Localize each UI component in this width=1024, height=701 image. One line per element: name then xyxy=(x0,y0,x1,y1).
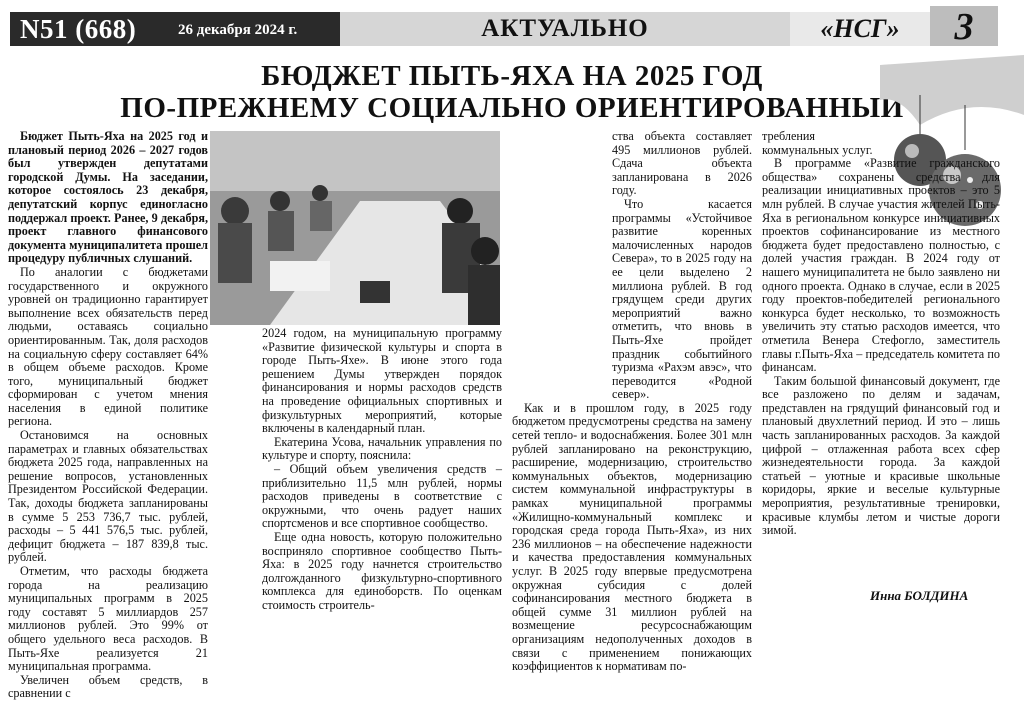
meeting-photo-image xyxy=(210,131,500,325)
page-header xyxy=(0,0,1024,52)
issue-date: 26 декабря 2024 г. xyxy=(178,22,298,38)
paragraph: Еще одна новость, которую положительно восприняло спортивное сообщество Пыть-Яха: в 2025 году начнется строительство долгожданного физкультурно-спортивного комплекса для единоборств. По оценкам стоимость строитель- xyxy=(262,529,502,612)
column-3 xyxy=(512,130,752,674)
paragraph: 2024 годом, на муниципальную программу «Развитие физической культуры и спорта в городе Пыть-Яхе». В июне этого года решением Думы утвержден порядок финансирования и нормы расходов средств на проведение официальных спортивных и физкультурных мероприятий, которые включены в календарный план. xyxy=(262,326,502,436)
issue-box xyxy=(10,12,340,46)
paragraph: – Общий объем увеличения средств – приблизительно 11,5 млн рублей, нормы расходов приведены в соответствие с окружными, что очень радует наших спортсменов и все спортивное сообщество. xyxy=(262,461,502,531)
paragraph: Отметим, что расходы бюджета города на реализацию муниципальных программ в 2025 году составят 5 миллиардов 257 миллионов рублей. Это 99% от общего удельного веса расходов. В Пыть-Яхе реализуется 21 муниципальная программа. xyxy=(8,564,208,674)
paragraph: Увеличен объем средств, в сравнении с xyxy=(8,672,208,701)
paragraph: Остановимся на основных параметрах и главных обязательствах бюджета 2025 года, направленных на решение вопросов, установленных Президентом Российской Федерации. Так, доходы бюджета запланированы в сумме 5 253 736,7 тыс. рублей, расходы – 5 441 576,5 тыс. рублей, дефицит бюджета – 187 839,8 тыс. рублей. xyxy=(8,428,208,565)
title-line-1: БЮДЖЕТ ПЫТЬ-ЯХА НА 2025 ГОД xyxy=(261,60,763,92)
paragraph: требления коммунальных услуг. xyxy=(762,129,873,157)
issue-number: N51 (668) xyxy=(20,14,137,44)
newspaper-name: «НСГ» xyxy=(790,12,930,46)
paragraph: Как и в прошлом году, в 2025 году бюджетом предусмотрены средства на замену сетей тепло- и водоснабжения. Более 301 млн рублей запланировано на реконструкцию, расширение, модернизацию, строительство коммунальных объектов, модернизацию систем коммунальной инфраструктуры в рамках муниципальной программы «Жилищно-коммунальный комплекс и городская среда города Пыть-Яха», из них 236 миллионов – на обеспечение надежности и качества предоставления коммунальных услуг. В 2025 году впервые предусмотрена окружная субсидия с долей софинансирования местного бюджета в общей сумме 31 миллион рублей на возмещение ресурсоснабжающим организациям недополученных доходов в связи с применением понижающих коэффициентов к нормативам по- xyxy=(512,400,752,674)
article-title xyxy=(0,60,1024,124)
meeting-photo xyxy=(210,131,500,325)
paragraph: В программе «Развитие гражданского общества» сохранены средства для реализации инициативных проектов – это 5 млн рублей. В случае участия жителей Пыть-Яха в региональном конкурсе инициативных проектов софинансирование из местного бюджета будет предоставлено полностью, с долей участия граждан. В 2024 году от нашего муниципалитета не было заявлено ни одного проекта. Однако в случае, если в 2025 году проектов-победителей регионального конкурса будет несколько, то возможность увеличить эту статью расходов имеется, что отметила Венера Стефогло, заместитель главы г.Пыть-Яха – председатель комитета по финансам. xyxy=(762,156,1000,375)
paragraph: Таким большой финансовый документ, где все разложено по делям и задачам, представлен на грядущий финансовый год и плановый двухлетний период. И это – лишь часть запланированных расходов. За каждой цифрой – отлаженная работа всех сфер жизнедеятельности города. За каждой статьей – уютные и красивые школьные коридоры, яркие и веселые культурные мероприятия, результативные тренировки, красивые клумбы летом и чистые дороги зимой. xyxy=(762,373,1000,538)
paragraph: ства объекта составляет 495 миллионов рублей. Сдача объекта запланирована в 2026 году. xyxy=(612,129,752,198)
column-2 xyxy=(262,327,502,612)
column-4 xyxy=(762,130,1000,538)
paragraph: Екатерина Усова, начальник управления по культуре и спорту, пояснила: xyxy=(262,434,502,463)
title-line-2: ПО-ПРЕЖНЕМУ СОЦИАЛЬНО ОРИЕНТИРОВАННЫЙ xyxy=(120,92,904,124)
paragraph: По аналогии с бюджетами государственного и окружного уровней он традиционно гарантирует выполнение всех обязательств перед людьми, оставаясь социально ориентированным. Так, доля расходов на социальную сферу составляет 64% в общем объеме расходов. Кроме того, муниципальный бюджет сформирован с учетом мнения населения в единой политике региона. xyxy=(8,264,208,429)
paragraph: Что касается программы «Устойчивое развитие коренных малочисленных народов Севера», то в 2025 году на ее цели выделено 2 миллиона рублей. В год грядущем среди других мероприятий важно отметить, что вновь в Пыть-Яхе пройдет праздник событийного туризма «Рахэм авэс», что переводится «Родной север». xyxy=(612,196,752,402)
lead-paragraph: Бюджет Пыть-Яха на 2025 год и плановый период 2026 – 2027 годов был утвержден депутатами городской Думы. На заседании, которое состоялось 23 декабря, депутатский корпус единогласно поддержал проект. Ранее, 9 декабря, проект главного финансового документа муниципалитета прошел процедуру публичных слушаний. xyxy=(8,129,208,266)
column-1 xyxy=(8,130,208,701)
article-author: Инна БОЛДИНА xyxy=(870,588,969,603)
page-number: 3 xyxy=(930,6,998,46)
rubric-title: АКТУАЛЬНО xyxy=(340,12,790,46)
